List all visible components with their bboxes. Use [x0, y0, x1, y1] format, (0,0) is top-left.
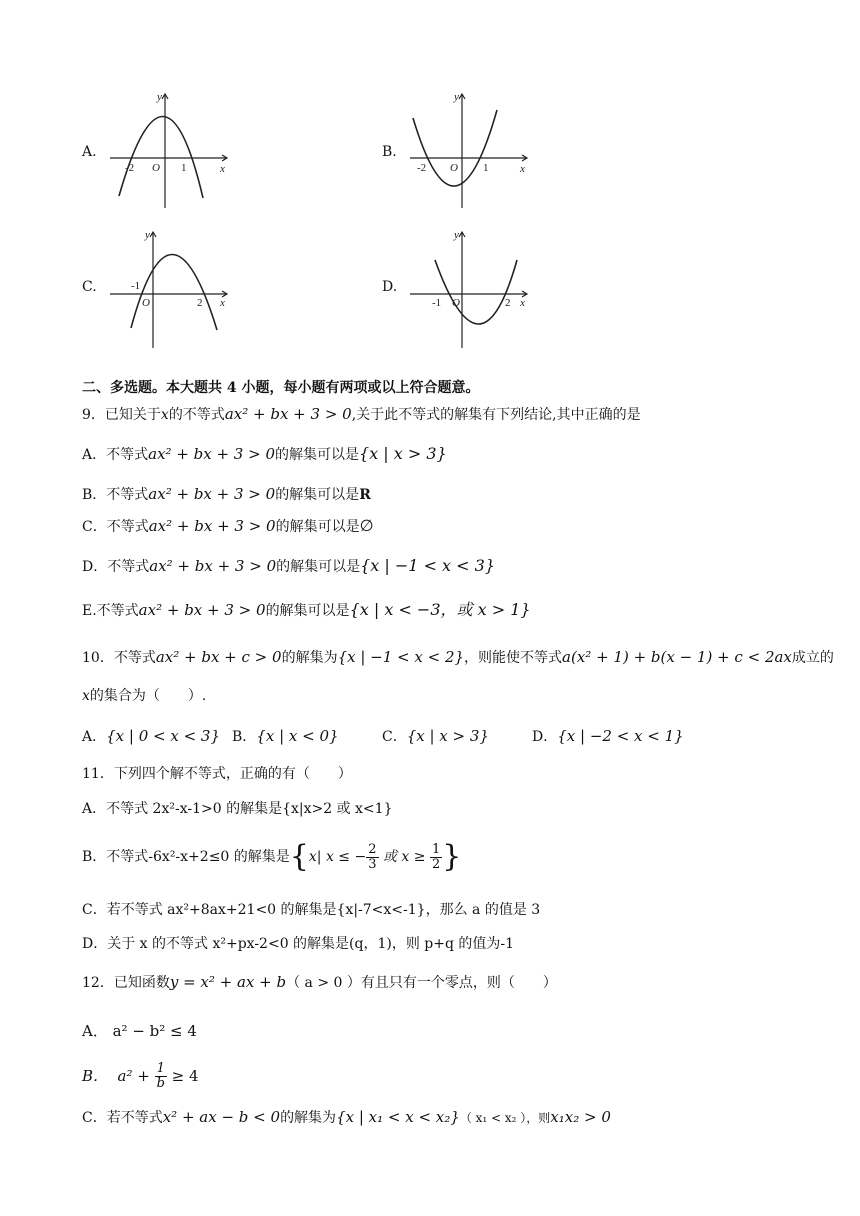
option-mid: 的解集可以是 [275, 519, 360, 535]
tick-label: -2 [125, 162, 135, 174]
option-label: E.不等式 [82, 603, 139, 619]
fraction-one-half: $\frac{1}{2}$ [431, 841, 441, 872]
option-label: C．若不等式 [82, 1110, 163, 1126]
origin-label: O [142, 297, 150, 309]
graph-d-option-label: D. [382, 279, 398, 295]
q9-stem-a: 9．已知关于 [82, 407, 161, 423]
option-label: D． [532, 729, 558, 745]
option-end: x₁x₂ > 0 [550, 1108, 611, 1126]
option-mid: 的解集可以是 [265, 603, 350, 619]
q9-stem-x: x [160, 407, 169, 423]
q9-stem-b: 的不等式 [168, 407, 225, 423]
option-expr: ax² + bx + 3 > 0 [148, 445, 276, 463]
q10-stem-c: ，则能使不等式 [464, 650, 563, 666]
q9-option-d [82, 556, 495, 577]
option-expr: ax² + bx + 3 > 0 [148, 485, 276, 503]
set-mid: 或 x ≥ [378, 849, 430, 865]
q10-set1: {x | −1 < x < 2} [337, 648, 465, 666]
q9-option-e [82, 600, 531, 621]
graph-b-option-label: B. [382, 144, 397, 160]
origin-label: O [452, 297, 460, 309]
option-label: A．不等式 [82, 447, 149, 463]
q9-stem-expr: ax² + bx + 3 > 0 [224, 405, 352, 423]
q10-stem-d: 成立的 [791, 650, 834, 666]
option-set: ∅ [359, 516, 374, 535]
graph-c [105, 226, 235, 352]
brace-left: { [289, 839, 309, 874]
q9-stem-c: ,关于此不等式的解集有下列结论,其中正确的是 [351, 407, 641, 423]
q10-option-a [82, 726, 220, 747]
q12-expr: y = x² + ax + b [169, 973, 287, 991]
option-label: C． [382, 729, 407, 745]
q11-option-d: D．关于 x 的不等式 x²+px-2<0 的解集是(q，1)，则 p+q 的值为-1 [82, 936, 515, 952]
parabola-curve [413, 110, 497, 186]
option-set: {x | x < −3，或 x > 1} [349, 600, 531, 619]
q11-stem: 11．下列四个解不等式，正确的有（ ） [82, 766, 352, 782]
tick-label: 2 [505, 297, 511, 309]
option-set: {x | x < 0} [256, 727, 339, 745]
option-set: {x | −1 < x < 3} [360, 556, 496, 575]
brace-right: } [442, 839, 462, 874]
parabola-curve [119, 116, 203, 198]
option-post: ≥ 4 [166, 1067, 199, 1085]
q10-line2-text: 的集合为（ ）. [89, 688, 207, 704]
q10-expr2: a(x² + 1) + b(x − 1) + c < 2ax [562, 648, 792, 666]
fraction-one-over-b: $\frac{1}{b}$ [156, 1060, 165, 1091]
x-axis-label: x [220, 163, 225, 175]
tick-label: 1 [181, 162, 187, 174]
option-label: A． [82, 729, 107, 745]
graph-a [105, 88, 235, 214]
option-label: D．不等式 [82, 559, 150, 575]
q12-cond: （ a > 0 ） [286, 975, 361, 991]
q10-expr1: ax² + bx + c > 0 [155, 648, 282, 666]
parabola-curve [131, 254, 217, 330]
option-expr: ax² + bx + 3 > 0 [148, 517, 276, 535]
tick-label: -2 [417, 162, 427, 174]
section-title: 二、多选题。本大题共 4 小题，每小题有两项或以上符合题意。 [82, 380, 480, 396]
option-mid: 的解集可以是 [275, 447, 360, 463]
tick-label: 1 [483, 162, 489, 174]
q12-stem-b: 有且只有一个零点，则（ ） [360, 975, 557, 991]
q10-stem-a: 10．不等式 [82, 650, 156, 666]
option-label: C．不等式 [82, 519, 149, 535]
q11-option-c: C．若不等式 ax²+8ax+21<0 的解集是{x|-7<x<-1}，那么 a 的值是 3 [82, 902, 541, 918]
option-mid: 的解集可以是 [276, 559, 361, 575]
graph-a-option-label: A. [82, 144, 97, 160]
q9-option-a [82, 444, 447, 465]
q12-option-c [82, 1107, 611, 1128]
option-expr: x² + ax − b < 0 [162, 1108, 281, 1126]
q12-option-b [82, 1054, 199, 1098]
option-label: B．不等式-6x²-x+2≤0 的解集是 [82, 849, 290, 865]
parabola-curve [435, 260, 517, 324]
q9-stem [82, 404, 641, 425]
option-set: {x | x₁ < x < x₂} [336, 1108, 460, 1126]
q10-line2-x: x [82, 688, 90, 704]
x-axis-label: x [220, 297, 225, 309]
q12-option-a: A． a² − b² ≤ 4 [82, 1022, 197, 1040]
y-axis-label: y [157, 91, 162, 103]
y-axis-label: y [145, 229, 150, 241]
q9-option-c [82, 516, 374, 537]
q11-option-b [82, 834, 461, 880]
tick-label: 2 [197, 297, 203, 309]
q12-stem-a: 12．已知函数 [82, 975, 170, 991]
q10-option-d [532, 726, 684, 747]
option-set: R [359, 487, 371, 503]
option-mid: 的解集为 [280, 1110, 337, 1126]
q10-stem-line2 [82, 686, 206, 706]
option-label: B．不等式 [82, 487, 149, 503]
option-expr: ax² + bx + 3 > 0 [138, 601, 266, 619]
option-set: {x | x > 3} [359, 444, 447, 463]
option-expr: ax² + bx + 3 > 0 [149, 557, 277, 575]
tick-label: -1 [131, 280, 141, 292]
q10-option-b [232, 726, 339, 747]
q12-stem [82, 972, 557, 993]
option-label: B． a² + [82, 1067, 155, 1085]
option-set: {x | 0 < x < 3} [106, 727, 221, 745]
x-axis-label: x [520, 297, 525, 309]
origin-label: O [152, 162, 160, 174]
q9-option-b [82, 484, 371, 505]
tick-label: -1 [432, 297, 442, 309]
option-set: {x | x > 3} [406, 727, 489, 745]
set-text: x| x ≤ − [308, 849, 367, 865]
y-axis-label: y [454, 229, 459, 241]
graph-c-option-label: C. [82, 279, 97, 295]
fraction-two-thirds: $\frac{2}{3}$ [368, 841, 377, 872]
q10-option-c [382, 726, 489, 747]
graph-d [405, 226, 535, 352]
q11-option-a: A．不等式 2x²-x-1>0 的解集是{x|x>2 或 x<1} [82, 801, 393, 817]
origin-label: O [450, 162, 458, 174]
q10-stem-b: 的解集为 [281, 650, 338, 666]
graph-b [405, 88, 535, 214]
option-set: {x | −2 < x < 1} [557, 727, 684, 745]
q10-stem [82, 647, 834, 668]
y-axis-label: y [454, 91, 459, 103]
option-mid: 的解集可以是 [275, 487, 360, 503]
option-cond: （ x₁ < x₂ ），则 [459, 1111, 551, 1125]
x-axis-label: x [520, 163, 525, 175]
option-label: B． [232, 729, 257, 745]
